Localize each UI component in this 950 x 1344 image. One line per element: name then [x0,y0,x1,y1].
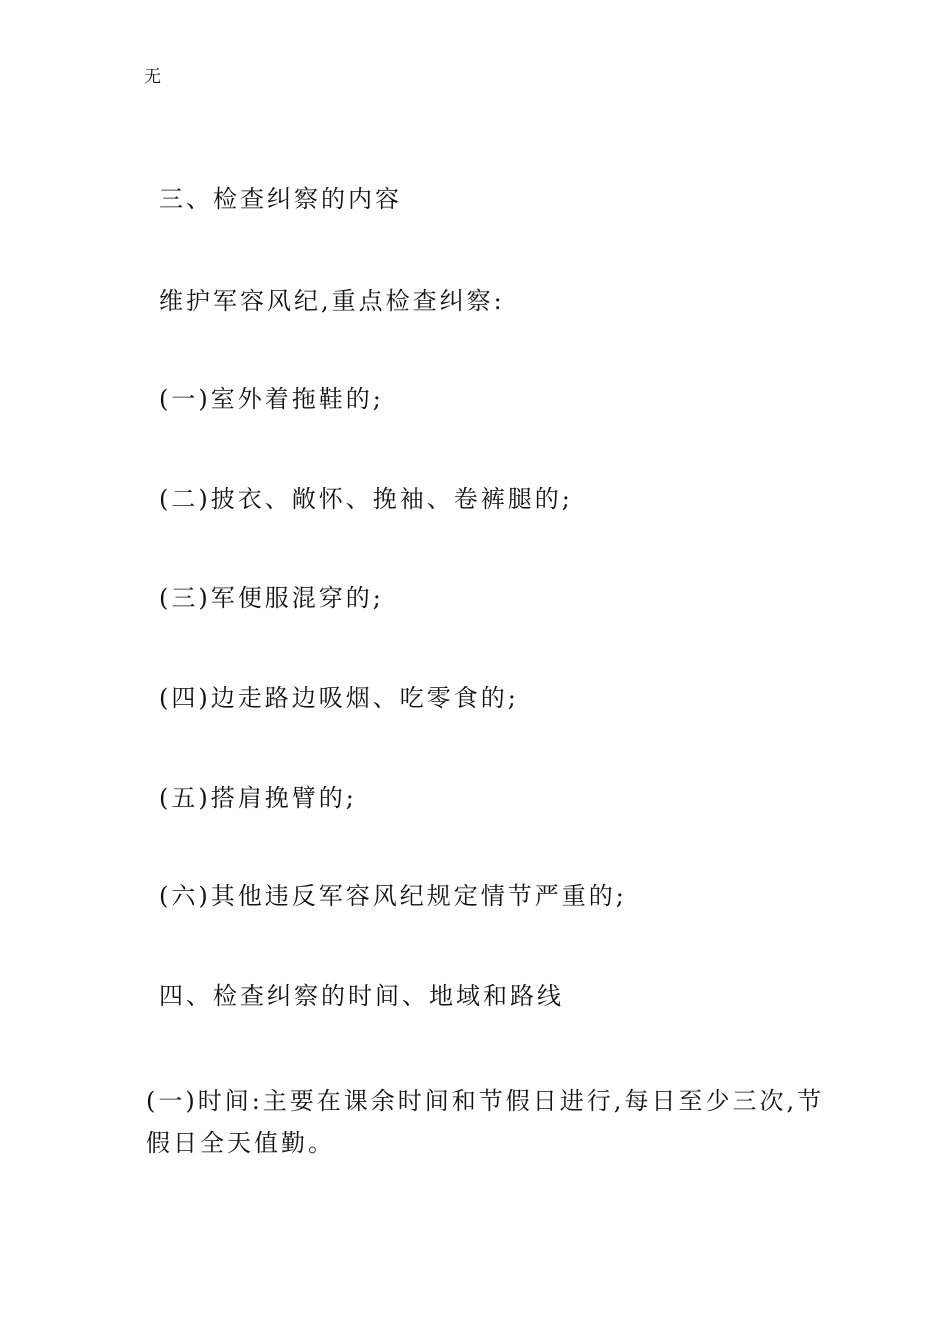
list-item: (四)边走路边吸烟、吃零食的; [159,684,519,712]
list-item: (三)军便服混穿的; [159,584,384,612]
header-mark: 无 [144,67,161,87]
section-4-heading: 四、检查纠察的时间、地域和路线 [159,982,564,1010]
section-3-intro: 维护军容风纪,重点检查纠察: [159,287,505,315]
list-item: (五)搭肩挽臂的; [159,784,357,812]
list-item: (一)室外着拖鞋的; [159,385,384,413]
section-4-time-paragraph: (一)时间:主要在课余时间和节假日进行,每日至少三次,节假日全天值勤。 [146,1087,825,1157]
section-3-heading: 三、检查纠察的内容 [159,185,402,213]
list-item: (六)其他违反军容风纪规定情节严重的; [159,882,627,910]
list-item: (二)披衣、敞怀、挽袖、卷裤腿的; [159,485,573,513]
